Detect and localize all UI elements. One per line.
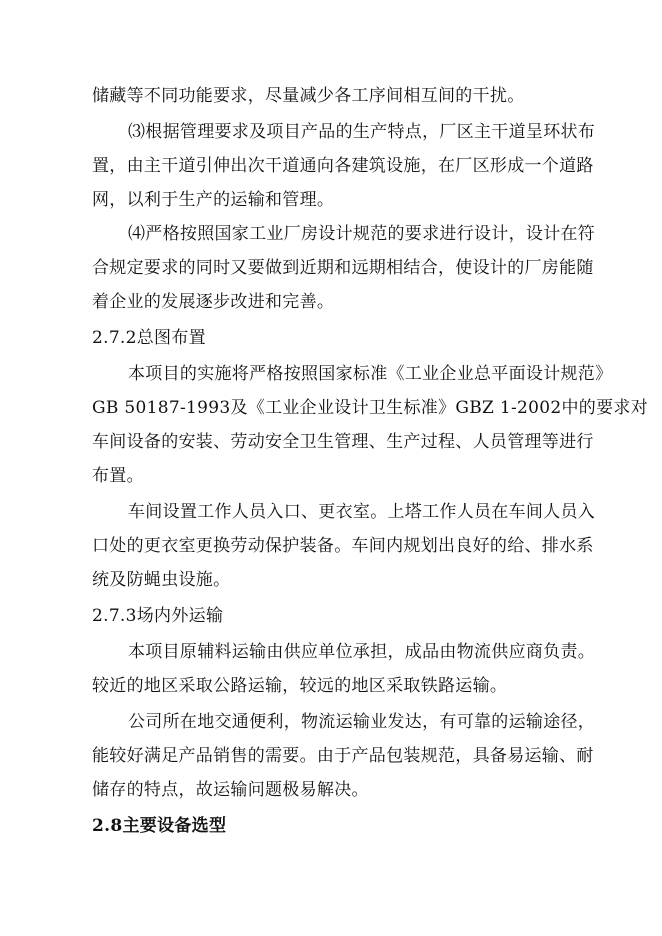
paragraph-line: 统及防蝇虫设施。 [92,570,231,590]
paragraph-line: 公司所在地交通便利，物流运输业发达，有可靠的运输途径， [128,712,596,732]
paragraph-line: 网，以利于生产的运输和管理。 [92,190,335,210]
paragraph-line: 车间设备的安装、劳动安全卫生管理、生产过程、人员管理等进行 [92,432,594,452]
section-heading: 2.7.3场内外运输 [92,606,224,626]
paragraph-line: 储存的特点，故运输问题极易解决。 [92,780,369,800]
paragraph-line: 储藏等不同功能要求，尽量减少各工序间相互间的干扰。 [92,86,525,106]
paragraph-line: ⑶根据管理要求及项目产品的生产特点，厂区主干道呈环状布 [128,122,596,142]
paragraph-line: 着企业的发展逐步改进和完善。 [92,292,335,312]
paragraph-line: 车间设置工作人员入口、更衣室。上塔工作人员在车间人员入 [128,502,596,522]
paragraph-line: 口处的更衣室更换劳动保护装备。车间内规划出良好的给、排水系 [92,536,594,556]
paragraph-line: 本项目原辅料运输由供应单位承担，成品由物流供应商负责。 [128,642,596,662]
paragraph-line: 布置。 [92,466,144,486]
paragraph-line: GB 50187-1993及《工业企业设计卫生标准》GBZ 1-2002中的要求对 [92,398,648,418]
paragraph-line: 合规定要求的同时又要做到近期和远期相结合，使设计的厂房能随 [92,258,594,278]
section-heading: 2.7.2总图布置 [92,328,206,348]
paragraph-line: 本项目的实施将严格按照国家标准《工业企业总平面设计规范》 [128,364,613,384]
section-heading: 2.8主要设备选型 [92,816,227,836]
paragraph-line: 置，由主干道引伸出次干道通向各建筑设施，在厂区形成一个道路 [92,156,594,176]
paragraph-line: ⑷严格按照国家工业厂房设计规范的要求进行设计，设计在符 [128,224,596,244]
paragraph-line: 较近的地区采取公路运输，较远的地区采取铁路运输。 [92,676,508,696]
paragraph-line: 能较好满足产品销售的需要。由于产品包装规范，具备易运输、耐 [92,746,594,766]
